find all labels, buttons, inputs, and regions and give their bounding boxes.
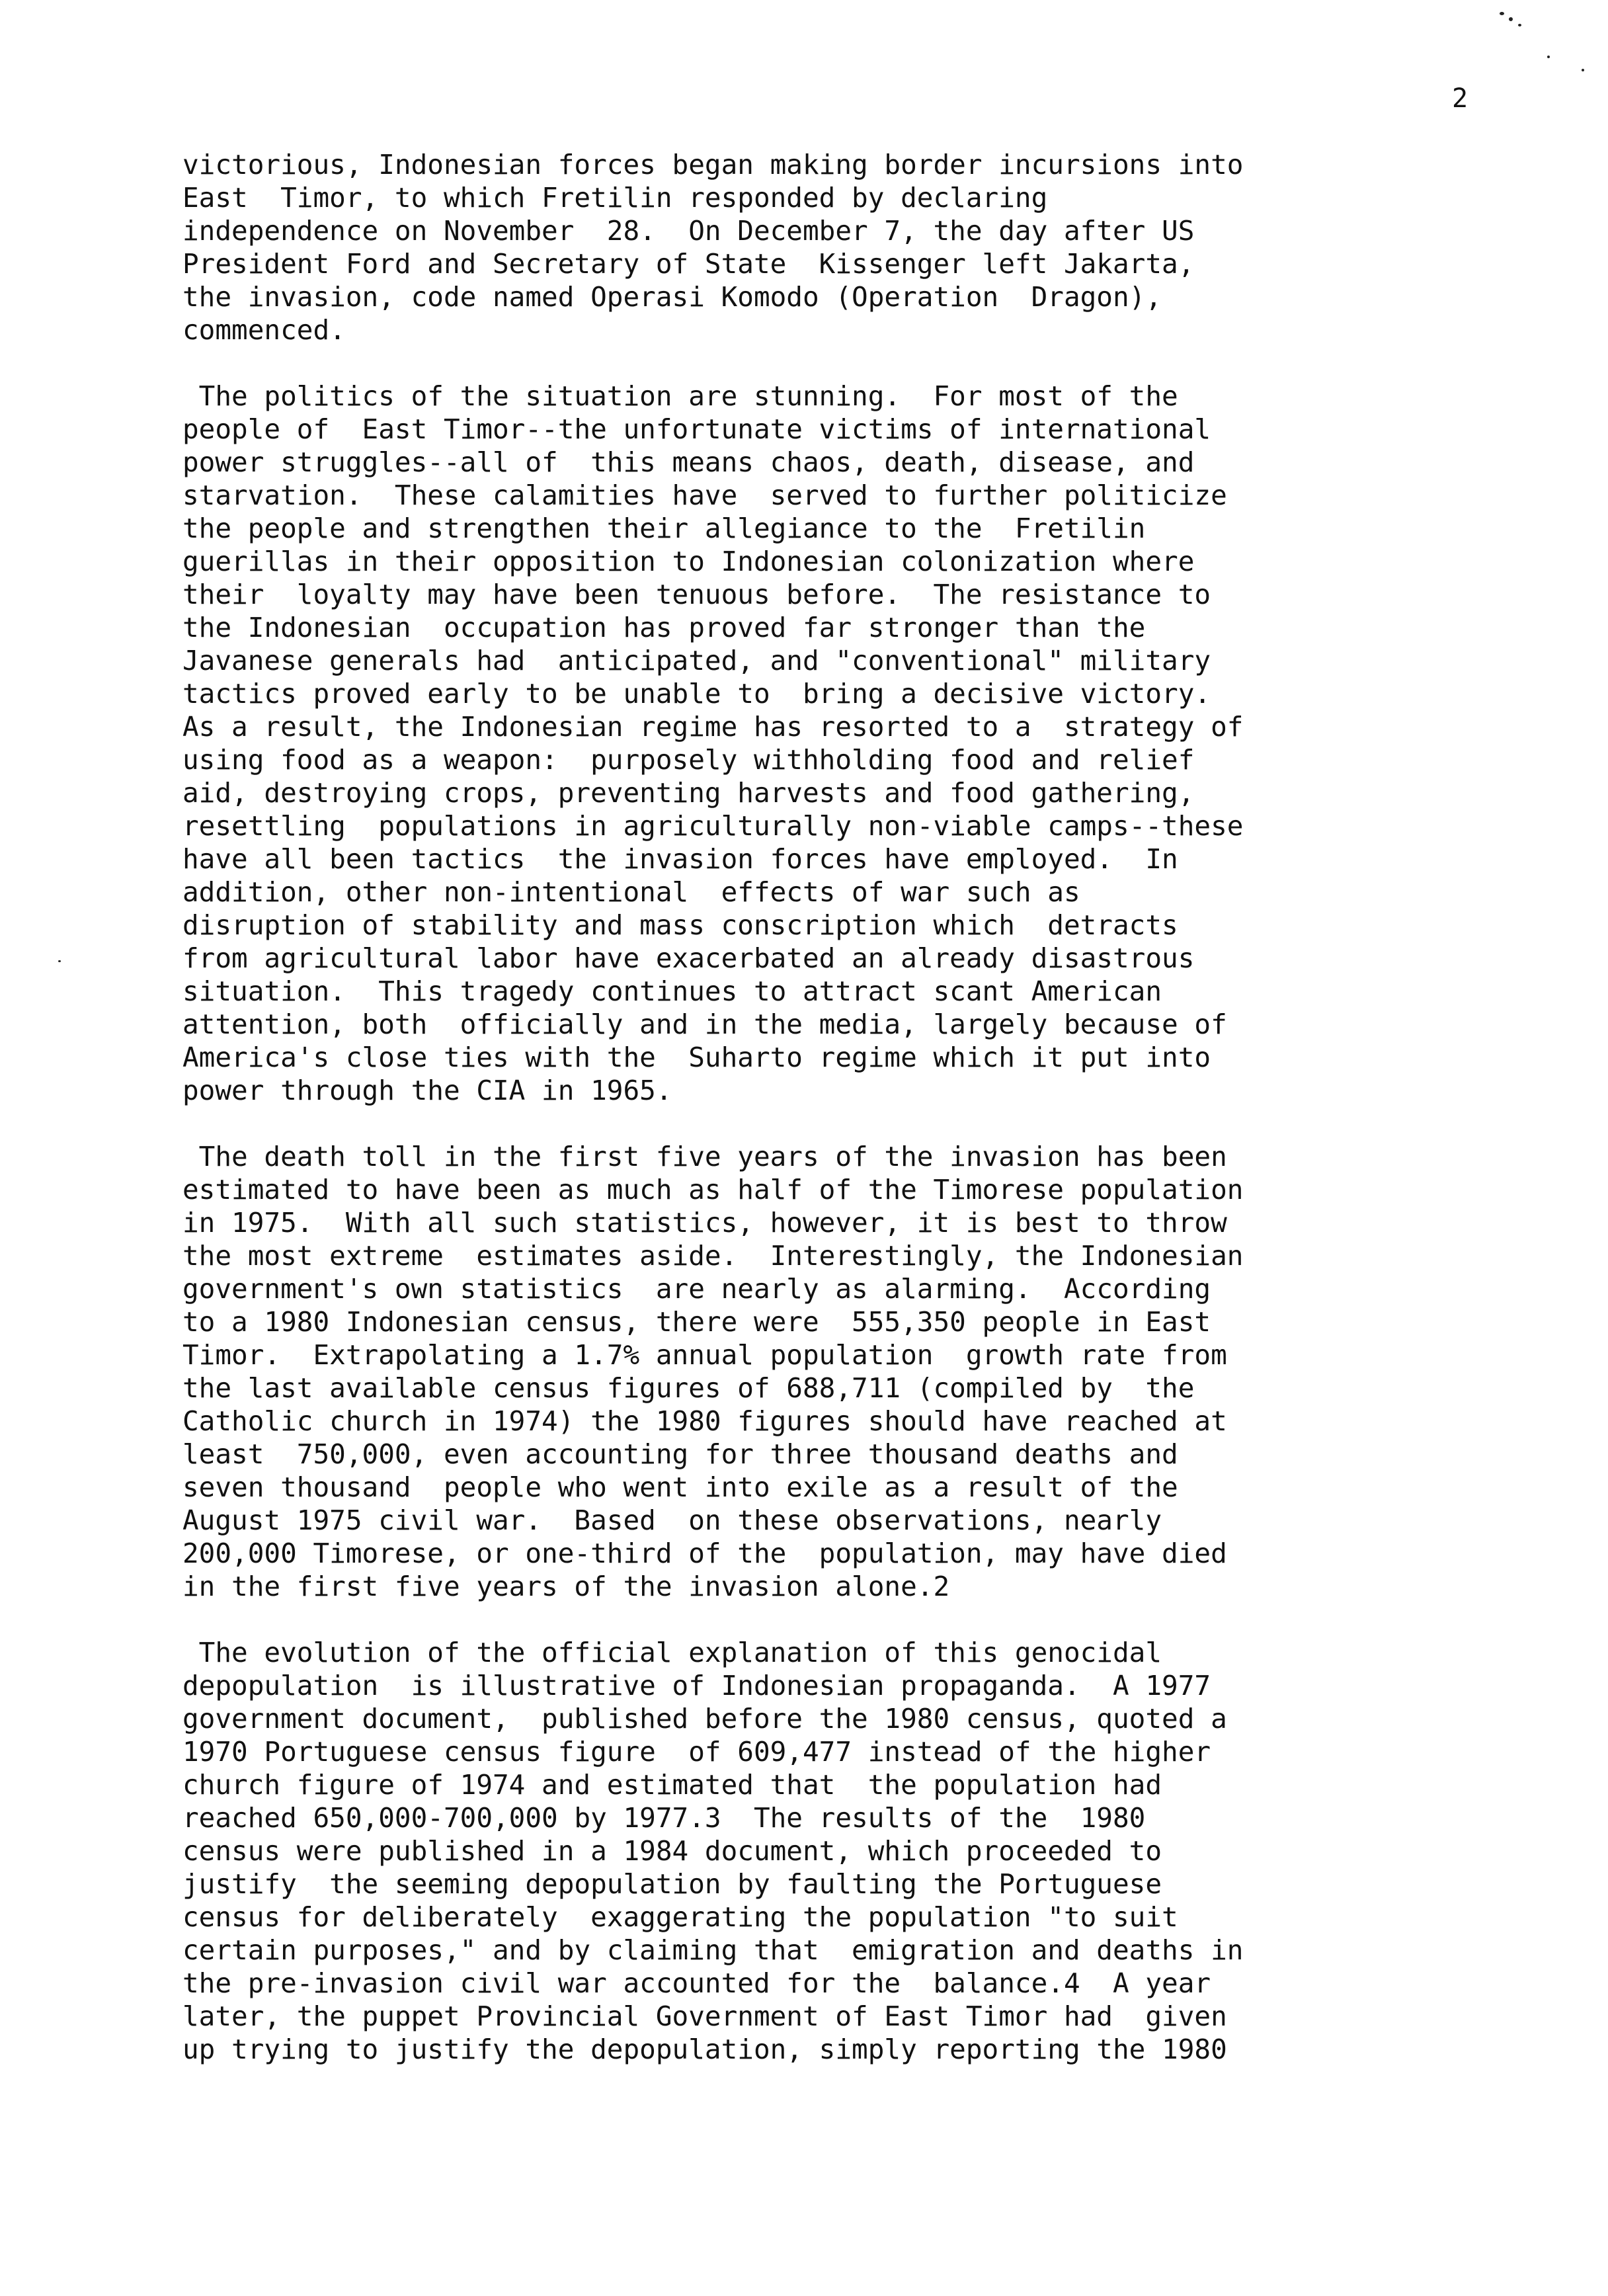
text-line: up trying to justify the depopulation, simply reporting the 1980 xyxy=(182,2033,1227,2065)
text-line: tactics proved early to be unable to bring a decisive victory. xyxy=(182,678,1211,710)
scan-speck xyxy=(1547,56,1550,58)
text-line: church figure of 1974 and estimated that the population had xyxy=(182,1769,1162,1801)
text-line: The politics of the situation are stunning. For most of the xyxy=(182,380,1178,412)
text-line: Timor. Extrapolating a 1.7% annual population growth rate from xyxy=(182,1339,1227,1371)
text-line: to a 1980 Indonesian census, there were 555,350 people in East xyxy=(182,1306,1211,1338)
text-line: the most extreme estimates aside. Interestingly, the Indonesian xyxy=(182,1240,1244,1272)
text-line: guerillas in their opposition to Indonesian colonization where xyxy=(182,546,1195,577)
text-line: the pre-invasion civil war accounted for the balance.4 A year xyxy=(182,1967,1211,1999)
text-line: their loyalty may have been tenuous before. The resistance to xyxy=(182,579,1211,610)
text-line: President Ford and Secretary of State Kissenger left Jakarta, xyxy=(182,248,1195,280)
text-line: least 750,000, even accounting for three thousand deaths and xyxy=(182,1438,1178,1470)
scan-speck xyxy=(1500,12,1504,15)
text-line: August 1975 civil war. Based on these observations, nearly xyxy=(182,1504,1162,1536)
text-line: commenced. xyxy=(182,314,346,346)
text-line: America's close ties with the Suharto regime which it put into xyxy=(182,1042,1211,1073)
text-line: The death toll in the first five years of the invasion has been xyxy=(182,1141,1227,1172)
text-line: victorious, Indonesian forces began making border incursions into xyxy=(182,149,1244,181)
text-line: in the first five years of the invasion alone.2 xyxy=(182,1571,950,1602)
text-line: from agricultural labor have exacerbated an already disastrous xyxy=(182,942,1195,974)
text-line: Catholic church in 1974) the 1980 figures should have reached at xyxy=(182,1405,1227,1437)
page-number: 2 xyxy=(1452,83,1468,114)
text-line: starvation. These calamities have served to further politicize xyxy=(182,479,1227,511)
scan-speck xyxy=(1509,17,1513,21)
text-line: 200,000 Timorese, or one-third of the population, may have died xyxy=(182,1538,1227,1569)
paragraph-1 xyxy=(182,148,1243,347)
text-line: later, the puppet Provincial Government of East Timor had given xyxy=(182,2000,1227,2032)
text-line: power through the CIA in 1965. xyxy=(182,1075,672,1106)
text-line: have all been tactics the invasion forces have employed. In xyxy=(182,843,1178,875)
text-line: situation. This tragedy continues to attract scant American xyxy=(182,975,1162,1007)
text-line: depopulation is illustrative of Indonesian propaganda. A 1977 xyxy=(182,1670,1211,1702)
text-line: Javanese generals had anticipated, and "conventional" military xyxy=(182,645,1211,676)
text-line: the last available census figures of 688,711 (compiled by the xyxy=(182,1372,1195,1404)
text-line: attention, both officially and in the media, largely because of xyxy=(182,1008,1227,1040)
paragraph-4 xyxy=(182,1636,1243,2066)
text-line: census were published in a 1984 document, which proceeded to xyxy=(182,1835,1162,1867)
text-line: certain purposes," and by claiming that emigration and deaths in xyxy=(182,1934,1244,1966)
text-line: 1970 Portuguese census figure of 609,477 instead of the higher xyxy=(182,1736,1211,1768)
text-line: resettling populations in agriculturally non-viable camps--these xyxy=(182,810,1244,842)
scan-speck xyxy=(58,960,61,962)
text-line: the invasion, code named Operasi Komodo (Operation Dragon), xyxy=(182,281,1162,313)
text-line: seven thousand people who went into exile as a result of the xyxy=(182,1471,1178,1503)
text-line: addition, other non-intentional effects of war such as xyxy=(182,876,1080,908)
text-line: in 1975. With all such statistics, however, it is best to throw xyxy=(182,1207,1227,1239)
scan-speck xyxy=(1582,69,1584,71)
text-line: using food as a weapon: purposely withholding food and relief xyxy=(182,744,1195,776)
text-line: the people and strengthen their allegiance to the Fretilin xyxy=(182,512,1146,544)
text-line: the Indonesian occupation has proved far stronger than the xyxy=(182,612,1146,643)
text-line: aid, destroying crops, preventing harvests and food gathering, xyxy=(182,777,1195,809)
text-line: people of East Timor--the unfortunate victims of international xyxy=(182,413,1211,445)
text-line: government's own statistics are nearly as alarming. According xyxy=(182,1273,1211,1305)
text-line: census for deliberately exaggerating the population "to suit xyxy=(182,1901,1178,1933)
text-line: As a result, the Indonesian regime has resorted to a strategy of xyxy=(182,711,1244,743)
paragraph-3 xyxy=(182,1140,1243,1603)
text-line: independence on November 28. On December 7, the day after US xyxy=(182,215,1195,247)
text-line: East Timor, to which Fretilin responded by declaring xyxy=(182,182,1048,214)
text-line: disruption of stability and mass conscription which detracts xyxy=(182,909,1178,941)
text-line: The evolution of the official explanation of this genocidal xyxy=(182,1637,1162,1668)
text-line: justify the seeming depopulation by faulting the Portuguese xyxy=(182,1868,1162,1900)
scan-speck xyxy=(1518,24,1521,26)
paragraph-2 xyxy=(182,380,1243,1107)
text-line: government document, published before the 1980 census, quoted a xyxy=(182,1703,1227,1735)
text-line: estimated to have been as much as half of the Timorese population xyxy=(182,1174,1244,1206)
text-line: reached 650,000-700,000 by 1977.3 The results of the 1980 xyxy=(182,1802,1146,1834)
text-line: power struggles--all of this means chaos, death, disease, and xyxy=(182,446,1195,478)
